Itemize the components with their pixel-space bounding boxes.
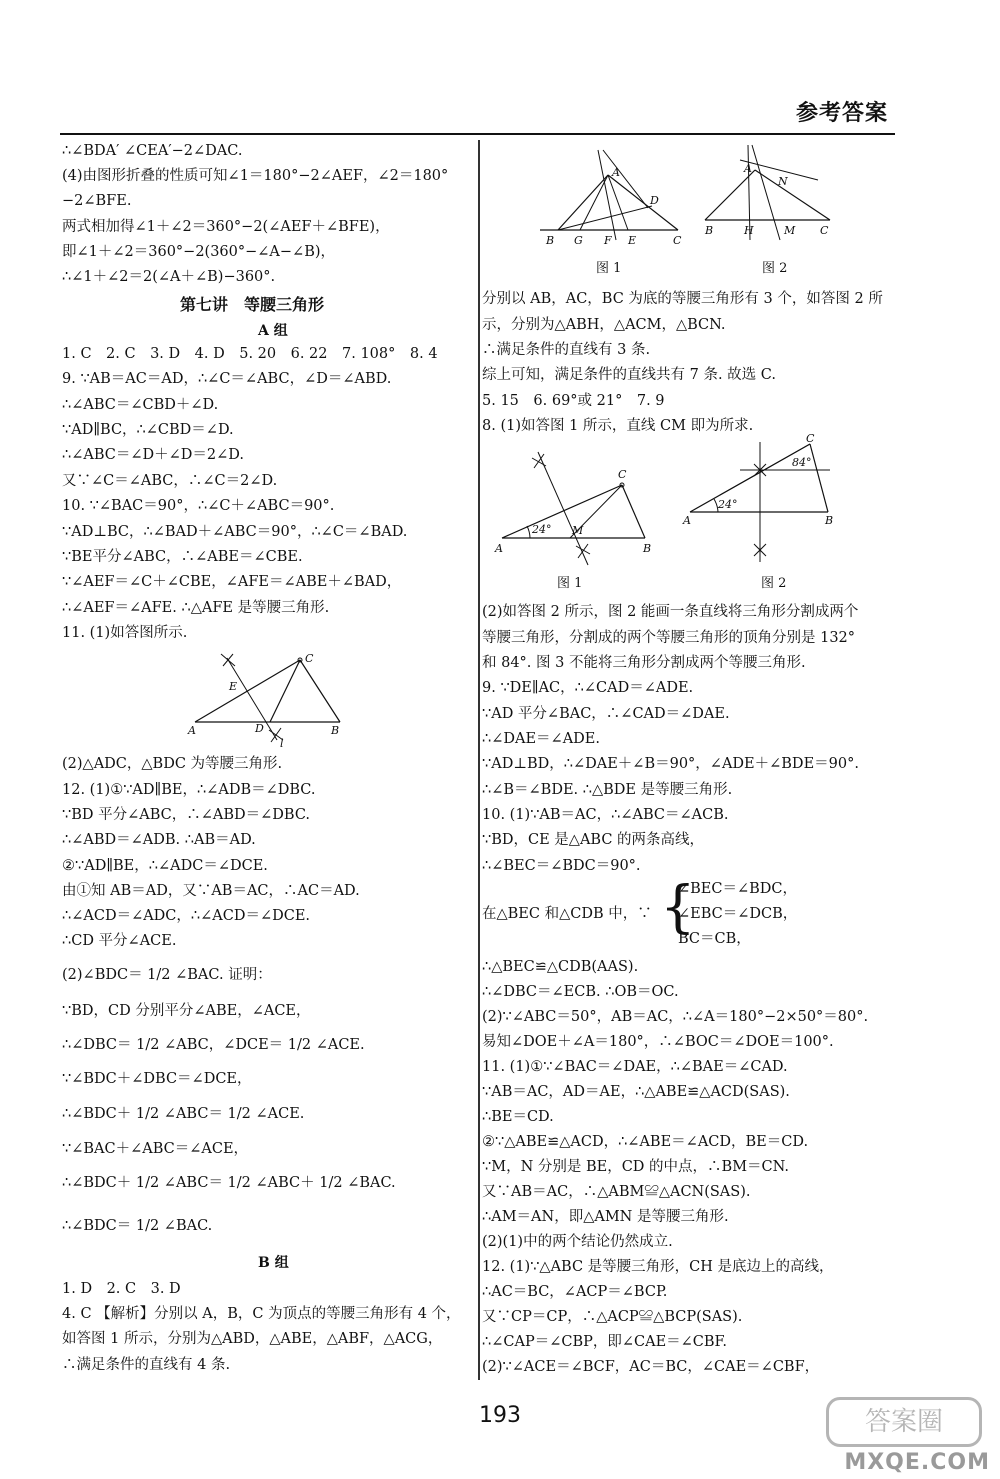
text-line: ∴∠DBC＝∠ECB. ∴OB＝OC. [482,984,679,1000]
fig8-2-label: C [806,432,815,445]
text-line: ∵BE平分∠ABC，∴∠ABE＝∠CBE. [62,549,303,565]
text-line: ∴△BEC≌△CDB(AAS). [482,959,639,975]
fig4-2-label: B [705,224,714,237]
text-line: ∵AB＝AC，AD＝AE，∴△ABE≌△ACD(SAS). [482,1084,790,1100]
text-line: (2)∠BDC＝ 1/2 ∠BAC. 证明： [62,967,272,983]
text-line: 11. (1)①∵∠BAC＝∠DAE，∴∠BAE＝∠CAD. [482,1059,788,1075]
text-line: 1. C 2. C 3. D 4. D 5. 20 6. 22 7. 108° 8. 4 [62,346,438,362]
fig8-1-label: M [572,524,584,537]
text-line: 12. (1)∵△ABC 是等腰三角形，CH 是底边上的高线， [482,1259,834,1275]
text-line: (2)∵∠ABC＝50°，AB＝AC，∴∠A＝180°−2×50°＝80°. [482,1009,869,1025]
text-line: 11. (1)如答图所示. [62,625,188,641]
text-line: ∴∠DBC＝ 1/2 ∠ABC，∠DCE＝ 1/2 ∠ACE. [62,1037,365,1053]
text-line: 9. ∵AB＝AC＝AD，∴∠C＝∠ABC，∠D＝∠ABD. [62,371,392,387]
text-line: ∴满足条件的直线有 3 条. [482,342,651,358]
fig4-2-label: C [820,224,829,237]
text-line: ∴AM＝AN，即△AMN 是等腰三角形. [482,1209,729,1225]
text-line: ∴∠BDC＋ 1/2 ∠ABC＝ 1/2 ∠ABC＋ 1/2 ∠BAC. [62,1175,396,1191]
text-line: ∵BD 平分∠ABC，∴∠ABD＝∠DBC. [62,807,311,823]
text-line: ∵AD 平分∠BAC，∴∠CAD＝∠DAE. [482,706,730,722]
system-row: ∠BEC＝∠BDC， [678,881,798,897]
fig4-1-label: A [612,166,620,179]
text-line: 8. (1)如答图 1 所示，直线 CM 即为所求. [482,418,754,434]
fig4-1-label: F [604,234,612,247]
column-divider [478,140,480,1380]
text-line: ∴∠ABC＝∠CBD＋∠D. [62,397,219,413]
fig8-1-label: C [618,468,627,481]
figure-4-2 [700,140,840,250]
fig4-1-caption: 图 1 [596,261,622,276]
text-line: ∵∠AEF＝∠C＋∠CBE，∠AFE＝∠ABE＋∠BAD， [62,574,402,590]
text-line: (2)如答图 2 所示，图 2 能画一条直线将三角形分割成两个 [482,604,859,620]
fig11-label-e: E [229,680,238,693]
fig8-2-label: A [683,514,691,527]
fig4-2-label: A [744,162,752,175]
text-line: (2)(1)中的两个结论仍然成立. [482,1234,673,1250]
fig8-1-label: B [643,542,652,555]
text-line: −2∠BFE. [62,193,132,209]
fig4-2-label: M [784,224,796,237]
system-brace: { [660,875,696,940]
watermark-logo: 答案圈 [826,1397,982,1447]
text-line: 又∵AB＝AC，∴△ABM≌△ACN(SAS). [482,1184,751,1200]
text-line: ∴∠BEC＝∠BDC＝90°. [482,858,641,874]
text-line: 1. D 2. C 3. D [62,1281,181,1297]
fig8-1-angle: 24° [532,523,552,536]
text-line: ∵BD，CD 分别平分∠ABE，∠ACE， [62,1003,311,1019]
page-header: 参考答案 [795,101,888,126]
text-line: 10. (1)∵AB＝AC，∴∠ABC＝∠ACB. [482,807,729,823]
text-line: (2)△ADC，△BDC 为等腰三角形. [62,756,283,772]
figure-11 [185,648,355,748]
text-line: (4)由图形折叠的性质可知∠1＝180°−2∠AEF，∠2＝180° [62,168,449,184]
fig8-2-label: B [825,514,834,527]
fig8-2-caption: 图 2 [761,576,787,591]
text-line: ∴AC＝BC，∠ACP＝∠BCP. [482,1284,668,1300]
text-line: ∴CD 平分∠ACE. [62,933,177,949]
system-prefix: 在△BEC 和△CDB 中，∵ [482,906,652,922]
text-line: ∴∠BDC＝ 1/2 ∠BAC. [62,1218,213,1234]
text-line: 5. 15 6. 69°或 21° 7. 9 [482,393,665,409]
fig4-1-label: E [628,234,637,247]
text-line: ∴∠1＋∠2＝2(∠A＋∠B)−360°. [62,269,276,285]
text-line: 4. C 【解析】分别以 A，B，C 为顶点的等腰三角形有 4 个， [62,1306,461,1322]
group-a-title: A 组 [258,323,288,339]
fig4-1-label: B [546,234,555,247]
fig4-2-caption: 图 2 [762,261,788,276]
text-line: ∴∠BDA′ ∠CEA′−2∠DAC. [62,143,243,159]
watermark-url: MXQE.COM [844,1450,990,1475]
text-line: ∴满足条件的直线有 4 条. [62,1357,231,1373]
fig11-label-b: B [331,724,340,737]
text-line: ②∵AD∥BE，∴∠ADC＝∠DCE. [62,858,268,874]
text-line: 易知∠DOE＋∠A＝180°，∴∠BOC＝∠DOE＝100°. [482,1034,834,1050]
text-line: ∴∠BDC＋ 1/2 ∠ABC＝ 1/2 ∠ACE. [62,1106,305,1122]
text-line: ∵BD，CE 是△ABC 的两条高线， [482,832,705,848]
group-b-title: B 组 [258,1255,289,1271]
fig11-label-c: C [305,652,314,665]
text-line: ∴∠DAE＝∠ADE. [482,731,600,747]
text-line: ∵M，N 分别是 BE，CD 的中点，∴BM＝CN. [482,1159,790,1175]
text-line: 等腰三角形，分割成的两个等腰三角形的顶角分别是 132° [482,630,856,646]
text-line: ∴∠ACD＝∠ADC，∴∠ACD＝∠DCE. [62,908,311,924]
text-line: 又∵CP＝CP，∴△ACP≌△BCP(SAS). [482,1309,743,1325]
text-line: 即∠1＋∠2＝360°−2(360°−∠A−∠B)， [62,244,336,260]
fig11-label-l: l [280,737,284,748]
text-line: ∴∠B＝∠BDE. ∴△BDE 是等腰三角形. [482,782,733,798]
text-line: ∴∠ABC＝∠D＋∠D＝2∠D. [62,447,245,463]
fig8-1-caption: 图 1 [557,576,583,591]
text-line: (2)∵∠ACE＝∠BCF，AC＝BC，∠CAE＝∠CBF， [482,1359,820,1375]
text-line: ②∵△ABE≌△ACD，∴∠ABE＝∠ACD，BE＝CD. [482,1134,809,1150]
text-line: 两式相加得∠1＋∠2＝360°−2(∠AEF＋∠BFE)， [62,219,390,235]
text-line: ∵AD⊥BC，∴∠BAD＋∠ABC＝90°，∴∠C＝∠BAD. [62,524,408,540]
fig4-1-label: C [673,234,682,247]
text-line: 分别以 AB，AC，BC 为底的等腰三角形有 3 个，如答图 2 所 [482,291,883,307]
text-line: 示，分别为△ABH，△ACM，△BCN. [482,317,726,333]
text-line: 和 84°. 图 3 不能将三角形分割成两个等腰三角形. [482,655,806,671]
section-title: 第七讲 等腰三角形 [180,295,325,314]
text-line: ∴∠CAP＝∠CBP，即∠CAE＝∠CBF. [482,1334,727,1350]
fig8-2-angle: 84° [792,456,812,469]
figure-8-2 [680,432,860,572]
text-line: 由①知 AB＝AD，又∵AB＝AC，∴AC＝AD. [62,883,360,899]
fig11-label-a: A [188,724,196,737]
figure-8-1 [490,440,660,570]
text-line: 9. ∵DE∥AC，∴∠CAD＝∠ADE. [482,680,694,696]
text-line: ∴∠AEF＝∠AFE. ∴△AFE 是等腰三角形. [62,600,330,616]
fig4-1-label: G [574,234,583,247]
system-row: BC＝CB， [678,931,751,947]
header-rule [60,133,895,135]
fig8-2-angle: 24° [718,498,738,511]
figure-4-1 [528,140,688,250]
fig4-2-label: N [778,175,788,188]
fig4-2-label: H [744,224,754,237]
text-line: ∵∠BAC＋∠ABC＝∠ACE， [62,1141,249,1157]
text-line: ∴∠ABD＝∠ADB. ∴AB＝AD. [62,832,256,848]
text-line: ∵AD⊥BD，∴∠DAE＋∠B＝90°，∠ADE＋∠BDE＝90°. [482,756,859,772]
text-line: ∵∠BDC＋∠DBC＝∠DCE， [62,1071,252,1087]
fig8-1-label: A [495,542,503,555]
text-line: 10. ∵∠BAC＝90°，∴∠C＋∠ABC＝90°. [62,498,335,514]
fig4-1-label: D [650,194,659,207]
text-line: 又∵∠C＝∠ABC，∴∠C＝2∠D. [62,473,278,489]
fig11-label-d: D [255,722,264,735]
page-number: 193 [479,1403,521,1428]
text-line: 12. (1)①∵AD∥BE，∴∠ADB＝∠DBC. [62,782,316,798]
text-line: ∵AD∥BC，∴∠CBD＝∠D. [62,422,234,438]
system-row: ∠EBC＝∠DCB， [678,906,798,922]
text-line: 综上可知，满足条件的直线共有 7 条. 故选 C. [482,367,776,383]
text-line: 如答图 1 所示，分别为△ABD，△ABE，△ABF，△ACG， [62,1331,443,1347]
text-line: ∴BE＝CD. [482,1109,554,1125]
